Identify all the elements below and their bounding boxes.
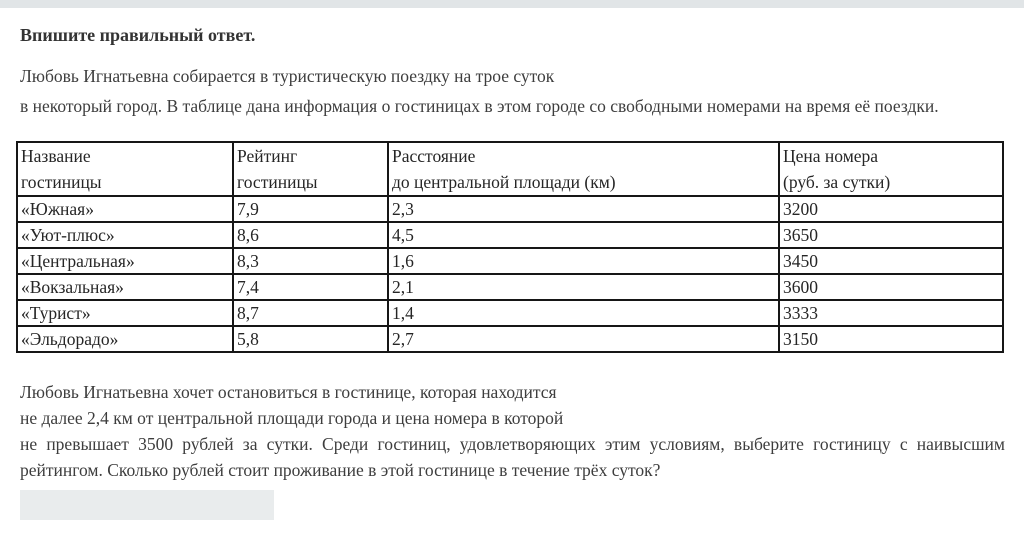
distance-cell: 1,4 <box>388 300 779 326</box>
question-paragraph <box>20 379 1005 483</box>
col-header-line: гостиницы <box>237 172 318 192</box>
distance-cell: 2,3 <box>388 196 779 222</box>
price-cell: 3150 <box>779 326 1003 352</box>
price-cell: 3600 <box>779 274 1003 300</box>
rating-cell: 7,4 <box>233 274 388 300</box>
intro-line-1: Любовь Игнатьевна собирается в туристическую поездку на трое суток <box>20 66 555 86</box>
answer-input[interactable] <box>20 490 274 520</box>
table-row <box>17 274 1003 300</box>
col-header-distance <box>388 142 779 196</box>
hotel-name-cell: «Уют-плюс» <box>17 222 233 248</box>
price-cell: 3333 <box>779 300 1003 326</box>
page-title: Впишите правильный ответ. <box>20 25 256 45</box>
hotels-table-body <box>17 196 1003 352</box>
col-header-line: Название <box>21 146 91 166</box>
table-header-row <box>17 142 1003 196</box>
hotel-name-cell: «Центральная» <box>17 248 233 274</box>
rating-cell: 8,3 <box>233 248 388 274</box>
col-header-line: (руб. за сутки) <box>783 172 891 192</box>
intro-line-2: в некоторый город. В таблице дана информация о гостиницах в этом городе со свободными номерами на время её поездки. <box>20 96 939 116</box>
hotels-table <box>16 141 1004 353</box>
table-row <box>17 326 1003 352</box>
hotel-name-cell: «Эльдорадо» <box>17 326 233 352</box>
col-header-hotel-name <box>17 142 233 196</box>
col-header-line: Цена номера <box>783 146 879 166</box>
distance-cell: 4,5 <box>388 222 779 248</box>
hotel-name-cell: «Южная» <box>17 196 233 222</box>
col-header-line: Рейтинг <box>237 146 298 166</box>
intro-paragraph <box>20 61 1010 121</box>
distance-cell: 1,6 <box>388 248 779 274</box>
price-cell: 3200 <box>779 196 1003 222</box>
rating-cell: 7,9 <box>233 196 388 222</box>
table-row <box>17 196 1003 222</box>
col-header-line: Расстояние <box>392 146 476 166</box>
price-cell: 3650 <box>779 222 1003 248</box>
distance-cell: 2,7 <box>388 326 779 352</box>
rating-cell: 5,8 <box>233 326 388 352</box>
distance-cell: 2,1 <box>388 274 779 300</box>
col-header-line: гостиницы <box>21 172 102 192</box>
question-line-2: не далее 2,4 км от центральной площади города и цена номера в которой <box>20 408 564 428</box>
hotel-name-cell: «Турист» <box>17 300 233 326</box>
table-row <box>17 248 1003 274</box>
price-cell: 3450 <box>779 248 1003 274</box>
table-row <box>17 300 1003 326</box>
question-line-4: рейтингом. Сколько рублей стоит проживание в этой гостинице в течение трёх суток? <box>20 460 661 480</box>
question-line-1: Любовь Игнатьевна хочет остановиться в гостинице, которая находится <box>20 382 557 402</box>
col-header-price <box>779 142 1003 196</box>
rating-cell: 8,7 <box>233 300 388 326</box>
col-header-line: до центральной площади (км) <box>392 172 616 192</box>
top-bar <box>0 0 1024 8</box>
col-header-rating <box>233 142 388 196</box>
table-row <box>17 222 1003 248</box>
hotel-name-cell: «Вокзальная» <box>17 274 233 300</box>
question-line-3: не превышает 3500 рублей за сутки. Среди гостиниц, удовлетворяющих этим условиям, выберите гостиницу с наивысшим <box>20 434 1005 454</box>
rating-cell: 8,6 <box>233 222 388 248</box>
